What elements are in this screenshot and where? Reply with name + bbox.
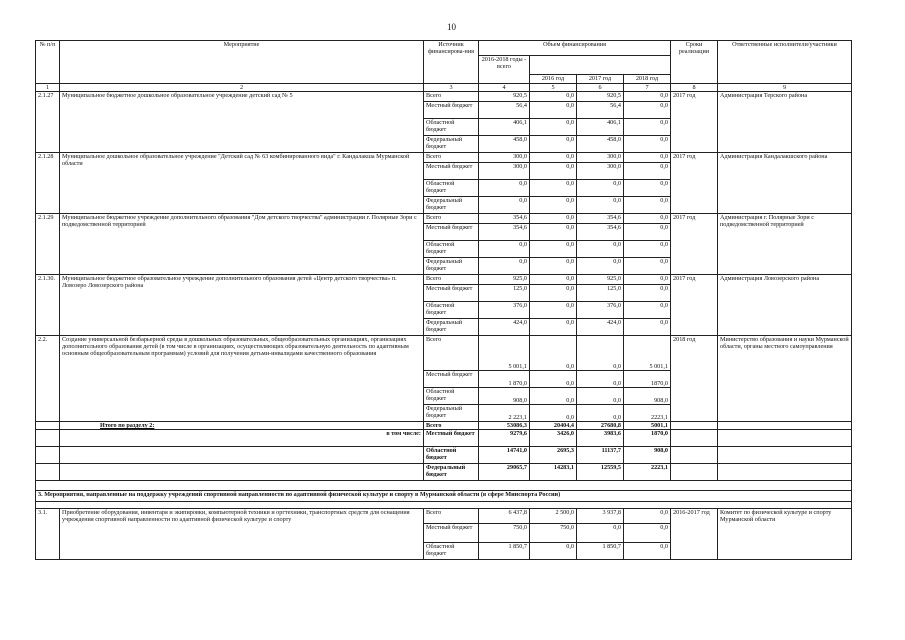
value-cell: 0,0 bbox=[577, 388, 624, 405]
header-responsible: Ответственные исполнители/участники bbox=[718, 41, 852, 84]
value-cell: 0,0 bbox=[624, 275, 671, 285]
total-incl-label: в том числе: bbox=[60, 430, 424, 447]
total-value-cell: 908,0 bbox=[624, 447, 671, 464]
value-cell: 0,0 bbox=[577, 180, 624, 197]
value-cell: 0,0 bbox=[624, 224, 671, 241]
total-row bbox=[36, 422, 852, 430]
value-cell: 925,0 bbox=[577, 275, 624, 285]
item-title: Приобретение оборудования, инвентаря и экипировки, компьютерной техники и оргтехники, транспортных средств для оснащения учреждения спортивной направленности по адаптивной физической культуре и спорту bbox=[60, 509, 424, 560]
item-term: 2017 год bbox=[671, 214, 718, 275]
src-total: Всего bbox=[424, 214, 479, 224]
value-cell: 0,0 bbox=[479, 241, 530, 258]
value-cell: 0,0 bbox=[624, 543, 671, 560]
value-cell: 424,0 bbox=[479, 319, 530, 336]
value-cell: 354,6 bbox=[577, 224, 624, 241]
value-cell: 1870,0 bbox=[624, 371, 671, 388]
header-total: 2016-2018 годы - всего bbox=[479, 56, 530, 84]
total-value-cell: 2223,1 bbox=[624, 464, 671, 481]
value-cell: 0,0 bbox=[624, 119, 671, 136]
src-total: Всего bbox=[424, 422, 479, 430]
value-cell: 3 937,8 bbox=[577, 509, 624, 524]
src-federal: Федеральный бюджет bbox=[424, 319, 479, 336]
value-cell: 125,0 bbox=[577, 285, 624, 302]
src-regional: Областной бюджет bbox=[424, 302, 479, 319]
value-cell: 0,0 bbox=[530, 258, 577, 275]
value-cell: 376,0 bbox=[479, 302, 530, 319]
value-cell: 908,0 bbox=[624, 388, 671, 405]
value-cell: 0,0 bbox=[530, 153, 577, 163]
total-value-cell: 27680,8 bbox=[577, 422, 624, 430]
src-federal: Федеральный бюджет bbox=[424, 258, 479, 275]
item-number: 2.1.30. bbox=[36, 275, 60, 336]
item-responsible: Комитет по физической культуре и спорту Мурманской области bbox=[718, 509, 852, 560]
value-cell: 0,0 bbox=[577, 336, 624, 371]
value-cell: 0,0 bbox=[624, 285, 671, 302]
value-cell: 920,5 bbox=[479, 92, 530, 102]
header-volume: Объем финансирования bbox=[479, 41, 671, 56]
value-cell: 0,0 bbox=[624, 136, 671, 153]
value-cell: 0,0 bbox=[577, 371, 624, 388]
src-local: Местный бюджет bbox=[424, 102, 479, 119]
value-cell: 0,0 bbox=[479, 258, 530, 275]
value-cell: 2 500,0 bbox=[530, 509, 577, 524]
value-cell: 0,0 bbox=[530, 102, 577, 119]
total-value-cell: 53086,3 bbox=[479, 422, 530, 430]
total-row bbox=[36, 430, 852, 447]
src-local: Местный бюджет bbox=[424, 224, 479, 241]
value-cell: 0,0 bbox=[530, 319, 577, 336]
value-cell: 750,0 bbox=[530, 524, 577, 543]
value-cell: 0,0 bbox=[530, 388, 577, 405]
src-regional: Областной бюджет bbox=[424, 447, 479, 464]
header-2016: 2016 год bbox=[530, 75, 577, 84]
src-local: Местный бюджет bbox=[424, 371, 479, 388]
value-cell: 0,0 bbox=[530, 119, 577, 136]
value-cell: 0,0 bbox=[530, 285, 577, 302]
src-total: Всего bbox=[424, 153, 479, 163]
table-row bbox=[36, 153, 852, 163]
item-title: Муниципальное бюджетное образовательное учреждение дополнительного образования детей «Центр детского творчества» п. Ловозеро Ловозерского района bbox=[60, 275, 424, 336]
value-cell: 300,0 bbox=[479, 153, 530, 163]
value-cell: 2 223,1 bbox=[479, 405, 530, 422]
value-cell: 0,0 bbox=[624, 153, 671, 163]
src-federal: Федеральный бюджет bbox=[424, 136, 479, 153]
item-responsible: Администрация Ловозерского района bbox=[718, 275, 852, 336]
value-cell: 0,0 bbox=[577, 405, 624, 422]
item-term: 2016-2017 год bbox=[671, 509, 718, 560]
total-value-cell: 3426,0 bbox=[530, 430, 577, 447]
table-row bbox=[36, 336, 852, 371]
total-value-cell: 3983,6 bbox=[577, 430, 624, 447]
src-local: Местный бюджет bbox=[424, 163, 479, 180]
value-cell: 0,0 bbox=[530, 405, 577, 422]
header-event: Мероприятие bbox=[60, 41, 424, 84]
value-cell: 458,0 bbox=[479, 136, 530, 153]
value-cell: 925,0 bbox=[479, 275, 530, 285]
value-cell: 0,0 bbox=[530, 241, 577, 258]
value-cell: 0,0 bbox=[577, 258, 624, 275]
value-cell: 1 850,7 bbox=[479, 543, 530, 560]
total-value-cell: 14283,1 bbox=[530, 464, 577, 481]
item-title: Муниципальное бюджетное дошкольное образовательное учреждение детский сад № 5 bbox=[60, 92, 424, 153]
section-3-title: 3. Мероприятия, направленные на поддержку учреждений спортивной направленности по адаптивной физической культуре и спорту в Мурманской области (в сфере Минспорта России) bbox=[36, 491, 852, 502]
header-source: Источник финансирова-ния bbox=[424, 41, 479, 84]
value-cell: 5 001,1 bbox=[479, 336, 530, 371]
value-cell: 0,0 bbox=[624, 302, 671, 319]
value-cell: 354,6 bbox=[479, 224, 530, 241]
total-value-cell: 14741,0 bbox=[479, 447, 530, 464]
value-cell: 0,0 bbox=[530, 543, 577, 560]
header-2017: 2017 год bbox=[577, 75, 624, 84]
value-cell: 0,0 bbox=[624, 241, 671, 258]
header-2018: 2018 год bbox=[624, 75, 671, 84]
total-value-cell: 20404,4 bbox=[530, 422, 577, 430]
value-cell: 125,0 bbox=[479, 285, 530, 302]
total-value-cell: 2695,3 bbox=[530, 447, 577, 464]
value-cell: 354,6 bbox=[479, 214, 530, 224]
value-cell: 0,0 bbox=[624, 102, 671, 119]
item-number: 2.1.29 bbox=[36, 214, 60, 275]
value-cell: 0,0 bbox=[530, 371, 577, 388]
src-federal: Федеральный бюджет bbox=[424, 405, 479, 422]
src-total: Всего bbox=[424, 336, 479, 371]
value-cell: 56,4 bbox=[479, 102, 530, 119]
value-cell: 5 001,1 bbox=[624, 336, 671, 371]
item-term: 2017 год bbox=[671, 92, 718, 153]
value-cell: 0,0 bbox=[624, 163, 671, 180]
value-cell: 0,0 bbox=[624, 197, 671, 214]
table-row bbox=[36, 275, 852, 285]
value-cell: 0,0 bbox=[530, 336, 577, 371]
total-value-cell: 5001,1 bbox=[624, 422, 671, 430]
src-federal: Федеральный бюджет bbox=[424, 197, 479, 214]
header-row bbox=[36, 41, 852, 56]
item-number: 3.1. bbox=[36, 509, 60, 560]
src-local: Местный бюджет bbox=[424, 524, 479, 543]
value-cell: 354,6 bbox=[577, 214, 624, 224]
total-value-cell: 1870,0 bbox=[624, 430, 671, 447]
item-number: 2.1.27 bbox=[36, 92, 60, 153]
item-term: 2018 год bbox=[671, 336, 718, 422]
value-cell: 0,0 bbox=[624, 509, 671, 524]
column-numbers-row: 1 2 3 4 5 6 7 8 9 bbox=[36, 84, 852, 92]
item-responsible: Администрация Терского района bbox=[718, 92, 852, 153]
value-cell: 0,0 bbox=[577, 241, 624, 258]
table-row bbox=[36, 214, 852, 224]
value-cell: 56,4 bbox=[577, 102, 624, 119]
item-number: 2.2. bbox=[36, 336, 60, 422]
value-cell: 300,0 bbox=[577, 153, 624, 163]
page-number: 10 bbox=[447, 22, 456, 32]
value-cell: 0,0 bbox=[530, 197, 577, 214]
value-cell: 0,0 bbox=[479, 180, 530, 197]
value-cell: 0,0 bbox=[530, 180, 577, 197]
value-cell: 424,0 bbox=[577, 319, 624, 336]
value-cell: 0,0 bbox=[624, 319, 671, 336]
value-cell: 0,0 bbox=[530, 163, 577, 180]
src-regional: Областной бюджет bbox=[424, 241, 479, 258]
total-value-cell: 9279,6 bbox=[479, 430, 530, 447]
value-cell: 376,0 bbox=[577, 302, 624, 319]
value-cell: 458,0 bbox=[577, 136, 624, 153]
value-cell: 0,0 bbox=[624, 524, 671, 543]
value-cell: 300,0 bbox=[577, 163, 624, 180]
value-cell: 0,0 bbox=[530, 136, 577, 153]
total-row bbox=[36, 464, 852, 481]
value-cell: 0,0 bbox=[530, 92, 577, 102]
value-cell: 300,0 bbox=[479, 163, 530, 180]
item-responsible: Администрация г. Полярные Зори с подведомственной территорией bbox=[718, 214, 852, 275]
value-cell: 0,0 bbox=[624, 180, 671, 197]
value-cell: 1 870,0 bbox=[479, 371, 530, 388]
src-total: Всего bbox=[424, 275, 479, 285]
value-cell: 406,1 bbox=[577, 119, 624, 136]
src-total: Всего bbox=[424, 509, 479, 524]
src-regional: Областной бюджет bbox=[424, 388, 479, 405]
src-regional: Областной бюджет bbox=[424, 180, 479, 197]
value-cell: 0,0 bbox=[577, 524, 624, 543]
src-federal: Федеральный бюджет bbox=[424, 464, 479, 481]
table-row bbox=[36, 509, 852, 524]
value-cell: 750,0 bbox=[479, 524, 530, 543]
src-regional: Областной бюджет bbox=[424, 119, 479, 136]
header-terms: Сроки реализации bbox=[671, 41, 718, 84]
item-responsible: Министерство образования и науки Мурманской области, органы местного самоуправления bbox=[718, 336, 852, 422]
item-term: 2017 год bbox=[671, 275, 718, 336]
value-cell: 6 437,8 bbox=[479, 509, 530, 524]
value-cell: 2223,1 bbox=[624, 405, 671, 422]
item-responsible: Администрация Кандалакшского района bbox=[718, 153, 852, 214]
value-cell: 406,1 bbox=[479, 119, 530, 136]
value-cell: 0,0 bbox=[530, 302, 577, 319]
value-cell: 0,0 bbox=[530, 224, 577, 241]
src-local: Местный бюджет bbox=[424, 285, 479, 302]
value-cell: 0,0 bbox=[624, 258, 671, 275]
value-cell: 0,0 bbox=[577, 197, 624, 214]
total-row bbox=[36, 447, 852, 464]
value-cell: 1 850,7 bbox=[577, 543, 624, 560]
src-local: Местный бюджет bbox=[424, 430, 479, 447]
table-row bbox=[36, 92, 852, 102]
value-cell: 0,0 bbox=[479, 197, 530, 214]
value-cell: 0,0 bbox=[530, 275, 577, 285]
item-title: Муниципальное бюджетное учреждение дополнительного образования "Дом детского творчества" администрации г. Полярные Зори с подведомственной территорией bbox=[60, 214, 424, 275]
header-num: № п/п bbox=[36, 41, 60, 84]
total-value-cell: 11137,7 bbox=[577, 447, 624, 464]
item-term: 2017 год bbox=[671, 153, 718, 214]
financing-table bbox=[35, 40, 852, 560]
total-value-cell: 29065,7 bbox=[479, 464, 530, 481]
value-cell: 0,0 bbox=[624, 214, 671, 224]
src-total: Всего bbox=[424, 92, 479, 102]
total-label: Итого по разделу 2: bbox=[60, 422, 424, 430]
value-cell: 0,0 bbox=[624, 92, 671, 102]
value-cell: 908,0 bbox=[479, 388, 530, 405]
item-title: Муниципальное дошкольное образовательное учреждение "Детский сад № 63 комбинированного вида" г. Кандалакша Мурманской области bbox=[60, 153, 424, 214]
value-cell: 0,0 bbox=[530, 214, 577, 224]
item-title: Создание универсальной безбарьерной среды в дошкольных образовательных, общеобразовательных организациях, организациях дополнительного образования детей (в том числе в организациях, осуществляющих образовательную деятельность по адаптивным основным общеобразовательным программам) условий для получения детьми-инвалидами качественного образования bbox=[60, 336, 424, 422]
value-cell: 920,5 bbox=[577, 92, 624, 102]
src-regional: Областной бюджет bbox=[424, 543, 479, 560]
item-number: 2.1.28 bbox=[36, 153, 60, 214]
total-value-cell: 12559,5 bbox=[577, 464, 624, 481]
